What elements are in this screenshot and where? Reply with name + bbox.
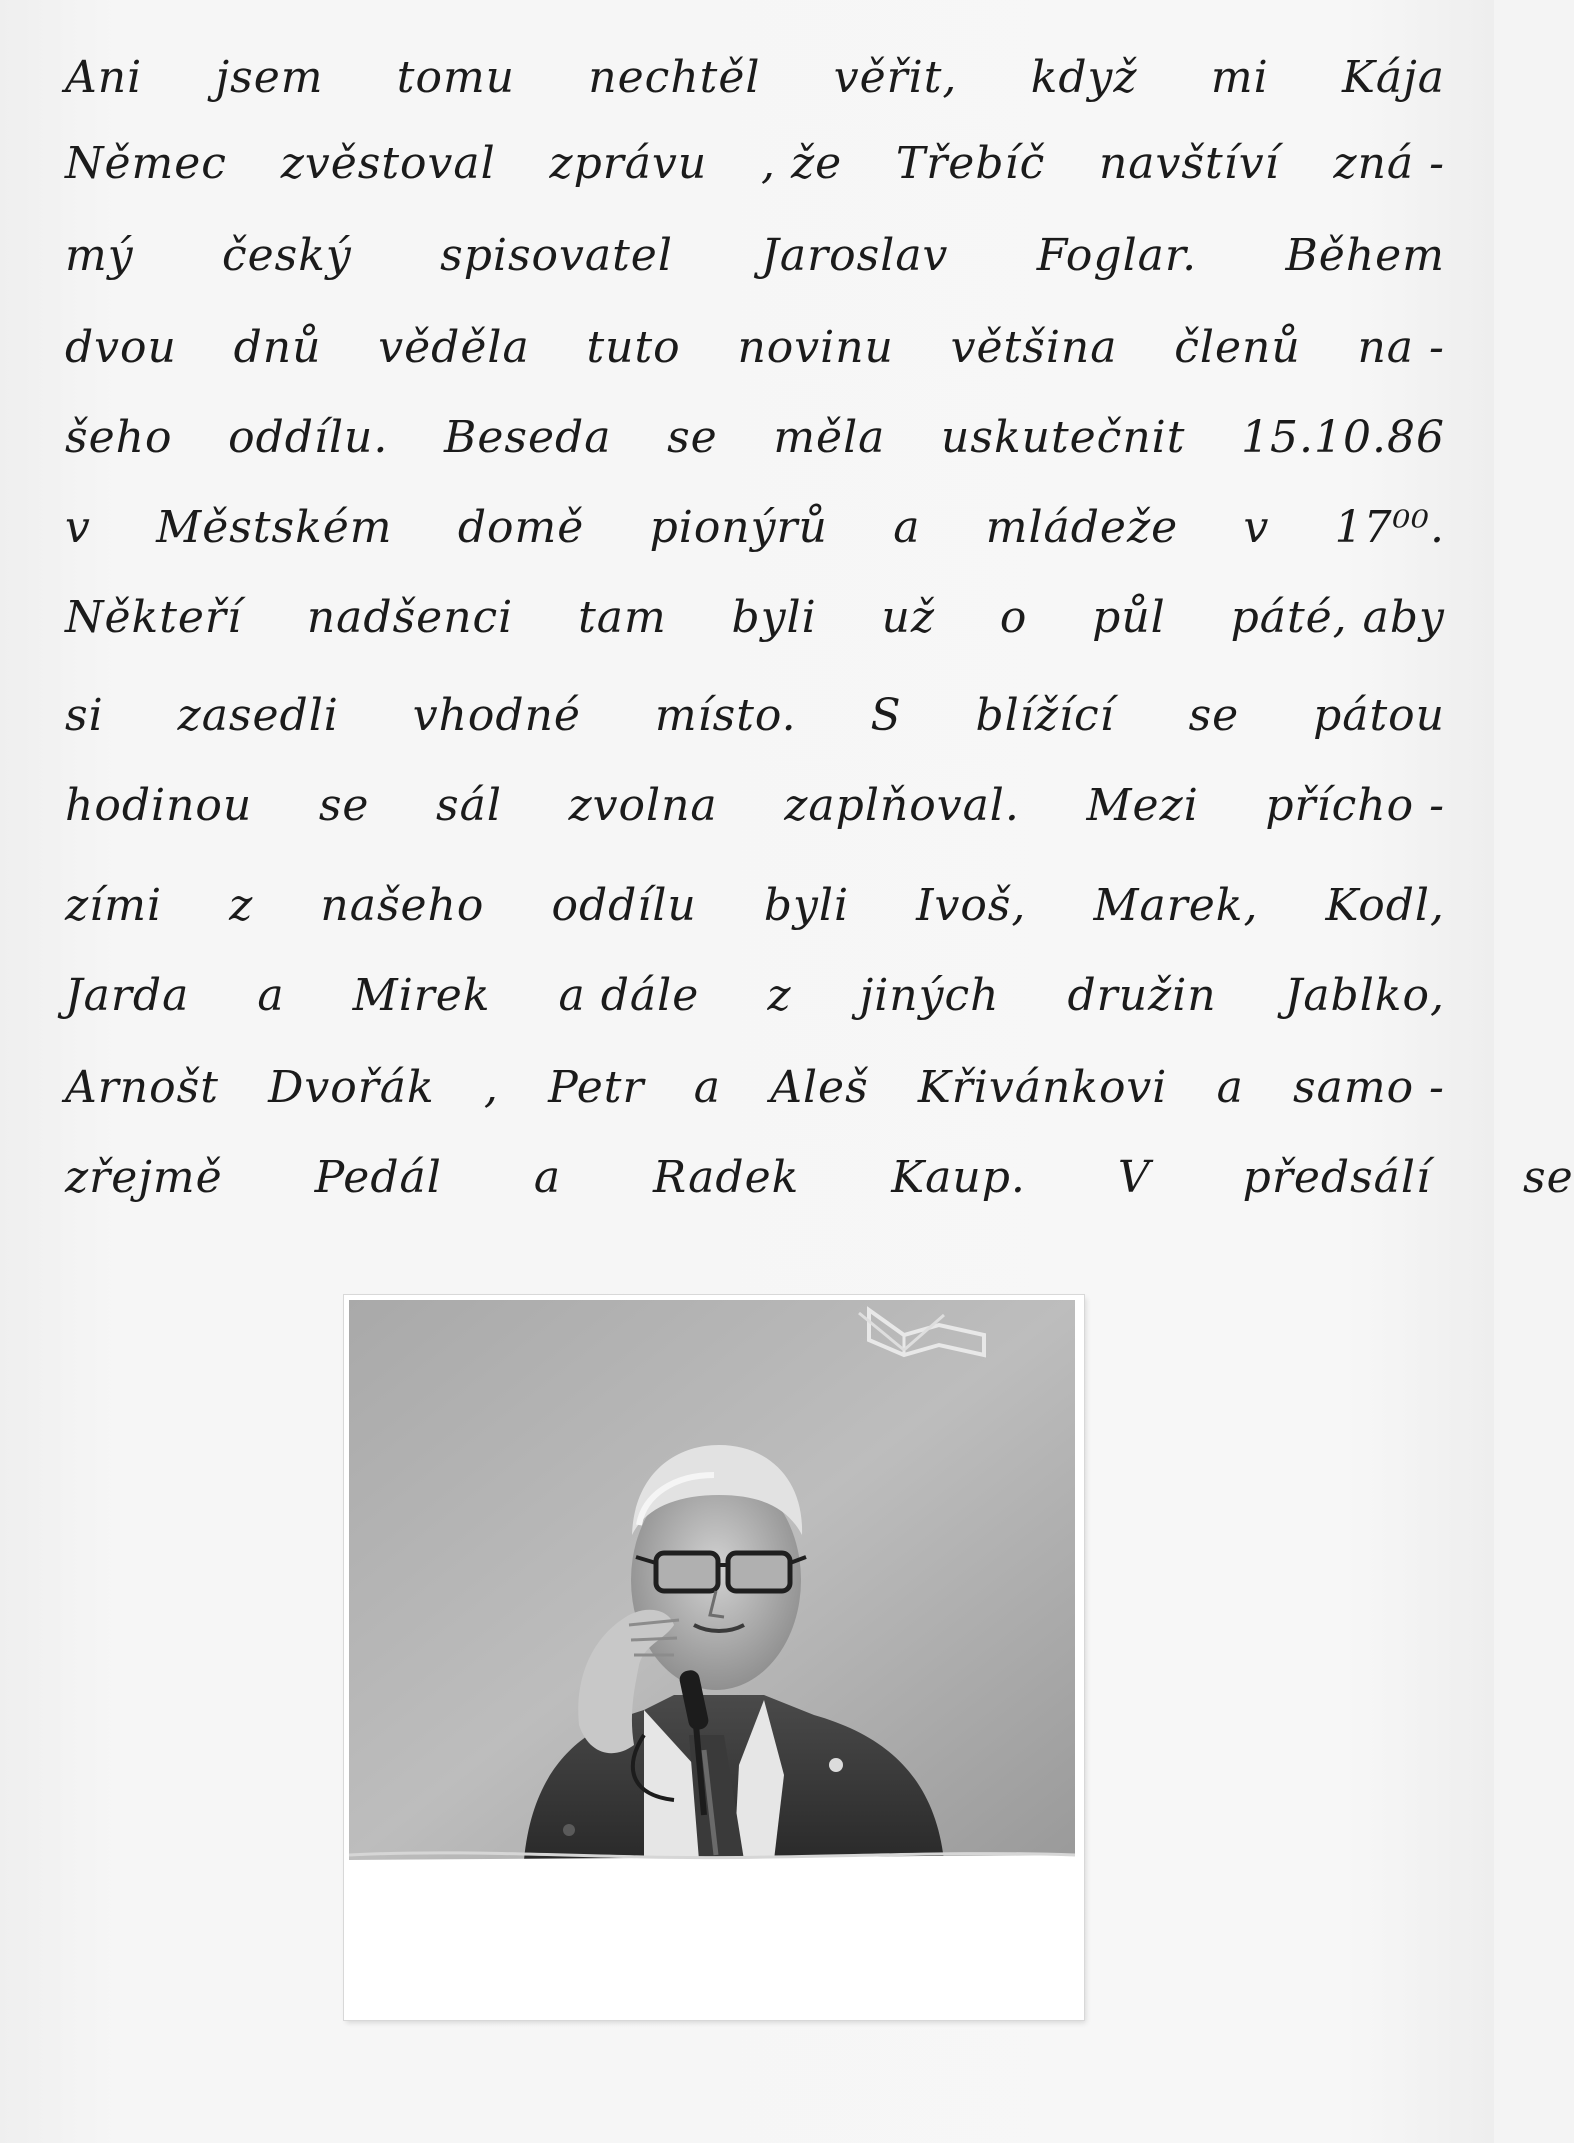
- handwritten-line: [65, 230, 1445, 281]
- handwritten-line: [65, 880, 1445, 931]
- handwritten-word: Kája: [1341, 52, 1445, 103]
- handwritten-word: jiných: [859, 970, 1000, 1021]
- handwritten-line: [65, 52, 1445, 103]
- handwritten-word: se: [1188, 690, 1240, 741]
- handwritten-word: v: [1243, 502, 1270, 553]
- handwritten-word: o: [999, 592, 1028, 643]
- handwritten-word: Marek,: [1093, 880, 1259, 931]
- handwritten-word: Jablko,: [1284, 970, 1445, 1021]
- handwritten-word: se: [1523, 1152, 1574, 1203]
- handwritten-word: místo.: [654, 690, 797, 741]
- handwritten-word: zvolna: [568, 780, 718, 831]
- handwritten-word: pionýrů: [649, 502, 828, 553]
- handwritten-word: Aleš: [770, 1062, 869, 1113]
- handwritten-word: zími: [65, 880, 163, 931]
- handwritten-word: oddílu.: [228, 412, 389, 463]
- handwritten-word: Někteří: [65, 592, 243, 643]
- handwritten-word: Němec: [65, 138, 227, 189]
- handwritten-word: Městském: [156, 502, 393, 553]
- handwritten-word: z: [229, 880, 254, 931]
- handwritten-word: Křivánkovi: [917, 1062, 1168, 1113]
- handwritten-word: družin: [1067, 970, 1217, 1021]
- handwritten-word: přícho -: [1265, 780, 1445, 831]
- handwritten-word: Třebíč: [895, 138, 1046, 189]
- handwritten-word: většina: [950, 322, 1118, 373]
- handwritten-word: Mirek: [352, 970, 491, 1021]
- handwritten-line: [65, 970, 1445, 1021]
- handwritten-word: se: [318, 780, 370, 831]
- handwritten-word: na -: [1357, 322, 1445, 373]
- handwritten-word: 17⁰⁰.: [1334, 502, 1445, 553]
- handwritten-word: Mezi: [1086, 780, 1199, 831]
- handwritten-word: spisovatel: [440, 230, 673, 281]
- handwritten-line: [65, 780, 1445, 831]
- handwritten-word: zná -: [1333, 138, 1445, 189]
- handwritten-word: mý: [65, 230, 134, 281]
- handwritten-word: samo -: [1293, 1062, 1445, 1113]
- handwritten-word: a: [257, 970, 285, 1021]
- handwritten-word: šeho: [65, 412, 173, 463]
- handwritten-word: nadšenci: [306, 592, 514, 643]
- handwritten-word: Arnošt: [65, 1062, 219, 1113]
- handwritten-word: dvou: [65, 322, 177, 373]
- handwritten-word: zřejmě: [65, 1152, 223, 1203]
- handwritten-word: Radek: [653, 1152, 800, 1203]
- handwritten-word: když: [1030, 52, 1138, 103]
- handwritten-word: předsálí: [1242, 1152, 1432, 1203]
- handwritten-word: Ani: [65, 52, 143, 103]
- handwritten-word: S: [870, 690, 902, 741]
- handwritten-word: tam: [578, 592, 667, 643]
- handwritten-word: tomu: [396, 52, 515, 103]
- handwritten-word: uskutečnit: [941, 412, 1186, 463]
- handwritten-word: našeho: [320, 880, 485, 931]
- handwritten-word: Ivoš,: [916, 880, 1027, 931]
- handwritten-word: a: [533, 1152, 562, 1203]
- handwritten-word: Beseda: [444, 412, 612, 463]
- handwritten-word: dnů: [233, 322, 322, 373]
- handwritten-word: mládeže: [985, 502, 1179, 553]
- handwritten-word: půl: [1092, 592, 1166, 643]
- handwritten-word: Kodl,: [1325, 880, 1445, 931]
- handwritten-word: navštíví: [1098, 138, 1280, 189]
- handwritten-word: Jarda: [65, 970, 190, 1021]
- handwritten-word: zaplňoval.: [784, 780, 1020, 831]
- handwritten-line: [65, 502, 1445, 553]
- handwritten-word: nechtěl: [588, 52, 761, 103]
- handwritten-word: zasedli: [177, 690, 339, 741]
- handwritten-word: V: [1117, 1152, 1151, 1203]
- handwritten-word: hodinou: [65, 780, 253, 831]
- speaker-photo: [344, 1295, 1084, 2020]
- handwritten-word: mi: [1210, 52, 1269, 103]
- handwritten-word: byli: [763, 880, 850, 931]
- handwritten-word: český: [221, 230, 352, 281]
- handwritten-line: [65, 592, 1445, 643]
- handwritten-word: páté, aby: [1230, 592, 1445, 643]
- handwritten-word: a: [1216, 1062, 1244, 1113]
- handwritten-line: [65, 322, 1445, 373]
- handwritten-word: v: [65, 502, 91, 553]
- handwritten-word: zprávu: [549, 138, 708, 189]
- handwritten-word: a: [693, 1062, 721, 1113]
- handwritten-word: pátou: [1313, 690, 1445, 741]
- handwritten-word: Pedál: [314, 1152, 442, 1203]
- handwritten-word: věřit,: [833, 52, 958, 103]
- handwritten-line: [65, 1062, 1445, 1113]
- handwritten-word: členů: [1174, 322, 1301, 373]
- handwritten-word: a dále: [558, 970, 700, 1021]
- handwritten-word: novinu: [737, 322, 894, 373]
- handwritten-line: [65, 690, 1445, 741]
- handwritten-word: Dvořák: [268, 1062, 435, 1113]
- handwritten-word: měla: [773, 412, 886, 463]
- handwritten-word: Kaup.: [891, 1152, 1026, 1203]
- handwritten-word: oddílu: [551, 880, 697, 931]
- handwritten-word: blížící: [975, 690, 1115, 741]
- handwritten-word: Během: [1285, 230, 1445, 281]
- handwritten-word: z: [767, 970, 792, 1021]
- handwritten-word: Foglar.: [1036, 230, 1198, 281]
- handwritten-line: [65, 138, 1445, 189]
- handwritten-word: tuto: [586, 322, 681, 373]
- handwritten-word: 15.10.86: [1241, 412, 1445, 463]
- handwritten-word: jsem: [215, 52, 324, 103]
- handwritten-word: domě: [457, 502, 585, 553]
- handwritten-word: , že: [760, 138, 843, 189]
- handwritten-word: Jaroslav: [761, 230, 949, 281]
- handwritten-word: se: [667, 412, 718, 463]
- handwritten-word: už: [881, 592, 936, 643]
- handwritten-line: [65, 1152, 1574, 1203]
- handwritten-word: byli: [731, 592, 817, 643]
- handwritten-word: si: [65, 690, 104, 741]
- handwritten-word: a: [893, 502, 921, 553]
- handwritten-word: sál: [436, 780, 502, 831]
- handwritten-line: [65, 412, 1445, 463]
- handwritten-word: vhodné: [412, 690, 581, 741]
- handwritten-word: věděla: [378, 322, 530, 373]
- handwritten-word: ,: [483, 1062, 499, 1113]
- handwritten-word: zvěstoval: [280, 138, 496, 189]
- handwritten-word: Petr: [548, 1062, 645, 1113]
